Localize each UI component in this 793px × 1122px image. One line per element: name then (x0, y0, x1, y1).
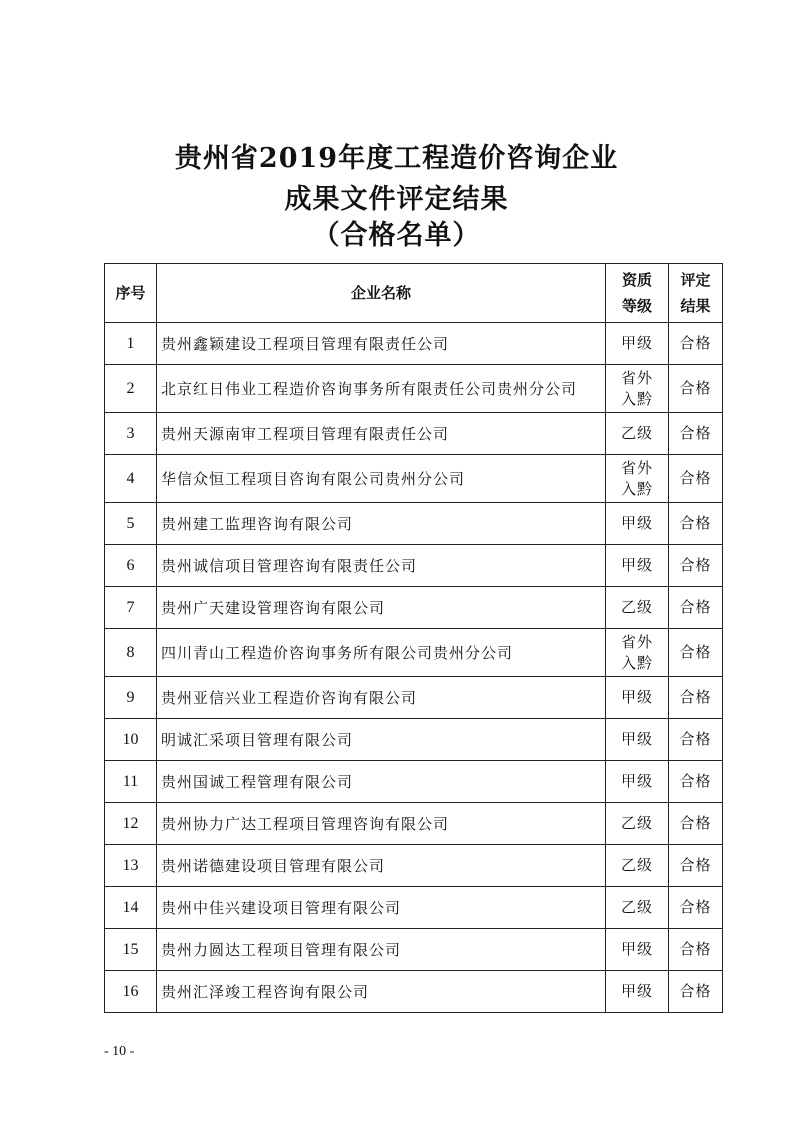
table-row (105, 413, 723, 455)
cell-index: 3 (105, 413, 157, 455)
cell-company-name: 华信众恒工程项目咨询有限公司贵州分公司 (157, 455, 606, 503)
document-title-line-2: 成果文件评定结果 (284, 184, 509, 215)
cell-index: 6 (105, 545, 157, 587)
cell-evaluation-result: 合格 (669, 803, 723, 845)
header-company-name: 企业名称 (157, 264, 606, 323)
cell-index: 12 (105, 803, 157, 845)
cell-qualification-grade: 乙级 (606, 845, 669, 887)
table-row (105, 503, 723, 545)
cell-evaluation-result: 合格 (669, 365, 723, 413)
cell-qualification-grade: 甲级 (606, 761, 669, 803)
document-title-line-3: （合格名单） (312, 220, 481, 251)
table-header-row (105, 264, 723, 323)
cell-qualification-grade: 甲级 (606, 323, 669, 365)
cell-qualification-grade: 甲级 (606, 971, 669, 1013)
cell-qualification-grade: 甲级 (606, 719, 669, 761)
table-row (105, 677, 723, 719)
table-row (105, 803, 723, 845)
cell-company-name: 贵州亚信兴业工程造价咨询有限公司 (157, 677, 606, 719)
cell-evaluation-result: 合格 (669, 545, 723, 587)
table-row (105, 629, 723, 677)
cell-qualification-grade: 甲级 (606, 503, 669, 545)
cell-evaluation-result: 合格 (669, 845, 723, 887)
cell-company-name: 北京红日伟业工程造价咨询事务所有限责任公司贵州分公司 (157, 365, 606, 413)
cell-qualification-grade: 乙级 (606, 587, 669, 629)
cell-evaluation-result: 合格 (669, 323, 723, 365)
cell-index: 10 (105, 719, 157, 761)
cell-evaluation-result: 合格 (669, 587, 723, 629)
cell-index: 2 (105, 365, 157, 413)
table-row (105, 845, 723, 887)
cell-company-name: 明诚汇采项目管理有限公司 (157, 719, 606, 761)
cell-evaluation-result: 合格 (669, 413, 723, 455)
cell-evaluation-result: 合格 (669, 887, 723, 929)
cell-index: 1 (105, 323, 157, 365)
cell-index: 13 (105, 845, 157, 887)
qualified-companies-table (104, 263, 723, 1013)
cell-company-name: 贵州力圆达工程项目管理有限公司 (157, 929, 606, 971)
cell-qualification-grade: 省外 入黔 (606, 365, 669, 413)
cell-index: 11 (105, 761, 157, 803)
cell-company-name: 贵州建工监理咨询有限公司 (157, 503, 606, 545)
table-row (105, 365, 723, 413)
cell-index: 16 (105, 971, 157, 1013)
cell-index: 8 (105, 629, 157, 677)
table-row (105, 587, 723, 629)
cell-company-name: 贵州广天建设管理咨询有限公司 (157, 587, 606, 629)
cell-evaluation-result: 合格 (669, 503, 723, 545)
cell-company-name: 贵州协力广达工程项目管理咨询有限公司 (157, 803, 606, 845)
cell-index: 14 (105, 887, 157, 929)
header-index: 序号 (105, 264, 157, 323)
table-row (105, 887, 723, 929)
header-evaluation-result: 评定 结果 (669, 264, 723, 323)
cell-company-name: 贵州汇泽竣工程咨询有限公司 (157, 971, 606, 1013)
table-row (105, 971, 723, 1013)
cell-evaluation-result: 合格 (669, 719, 723, 761)
document-title-line-1: 贵州省2019年度工程造价咨询企业 (174, 143, 619, 174)
cell-evaluation-result: 合格 (669, 455, 723, 503)
cell-company-name: 贵州中佳兴建设项目管理有限公司 (157, 887, 606, 929)
cell-qualification-grade: 甲级 (606, 545, 669, 587)
cell-evaluation-result: 合格 (669, 761, 723, 803)
cell-company-name: 贵州诺德建设项目管理有限公司 (157, 845, 606, 887)
table-row (105, 545, 723, 587)
page-number: - 10 - (104, 1044, 135, 1059)
cell-evaluation-result: 合格 (669, 929, 723, 971)
cell-index: 9 (105, 677, 157, 719)
cell-qualification-grade: 甲级 (606, 929, 669, 971)
cell-qualification-grade: 省外 入黔 (606, 455, 669, 503)
table-row (105, 455, 723, 503)
cell-qualification-grade: 乙级 (606, 413, 669, 455)
cell-index: 5 (105, 503, 157, 545)
cell-index: 4 (105, 455, 157, 503)
cell-company-name: 四川青山工程造价咨询事务所有限公司贵州分公司 (157, 629, 606, 677)
cell-index: 7 (105, 587, 157, 629)
cell-index: 15 (105, 929, 157, 971)
cell-company-name: 贵州鑫颖建设工程项目管理有限责任公司 (157, 323, 606, 365)
cell-evaluation-result: 合格 (669, 677, 723, 719)
cell-evaluation-result: 合格 (669, 629, 723, 677)
table-row (105, 929, 723, 971)
cell-company-name: 贵州诚信项目管理咨询有限责任公司 (157, 545, 606, 587)
cell-qualification-grade: 乙级 (606, 887, 669, 929)
cell-qualification-grade: 乙级 (606, 803, 669, 845)
header-qualification-grade: 资质 等级 (606, 264, 669, 323)
cell-qualification-grade: 省外 入黔 (606, 629, 669, 677)
table-row (105, 323, 723, 365)
cell-evaluation-result: 合格 (669, 971, 723, 1013)
table-body (105, 323, 723, 1013)
cell-qualification-grade: 甲级 (606, 677, 669, 719)
table-row (105, 719, 723, 761)
table-row (105, 761, 723, 803)
cell-company-name: 贵州国诚工程管理有限公司 (157, 761, 606, 803)
cell-company-name: 贵州天源南审工程项目管理有限责任公司 (157, 413, 606, 455)
